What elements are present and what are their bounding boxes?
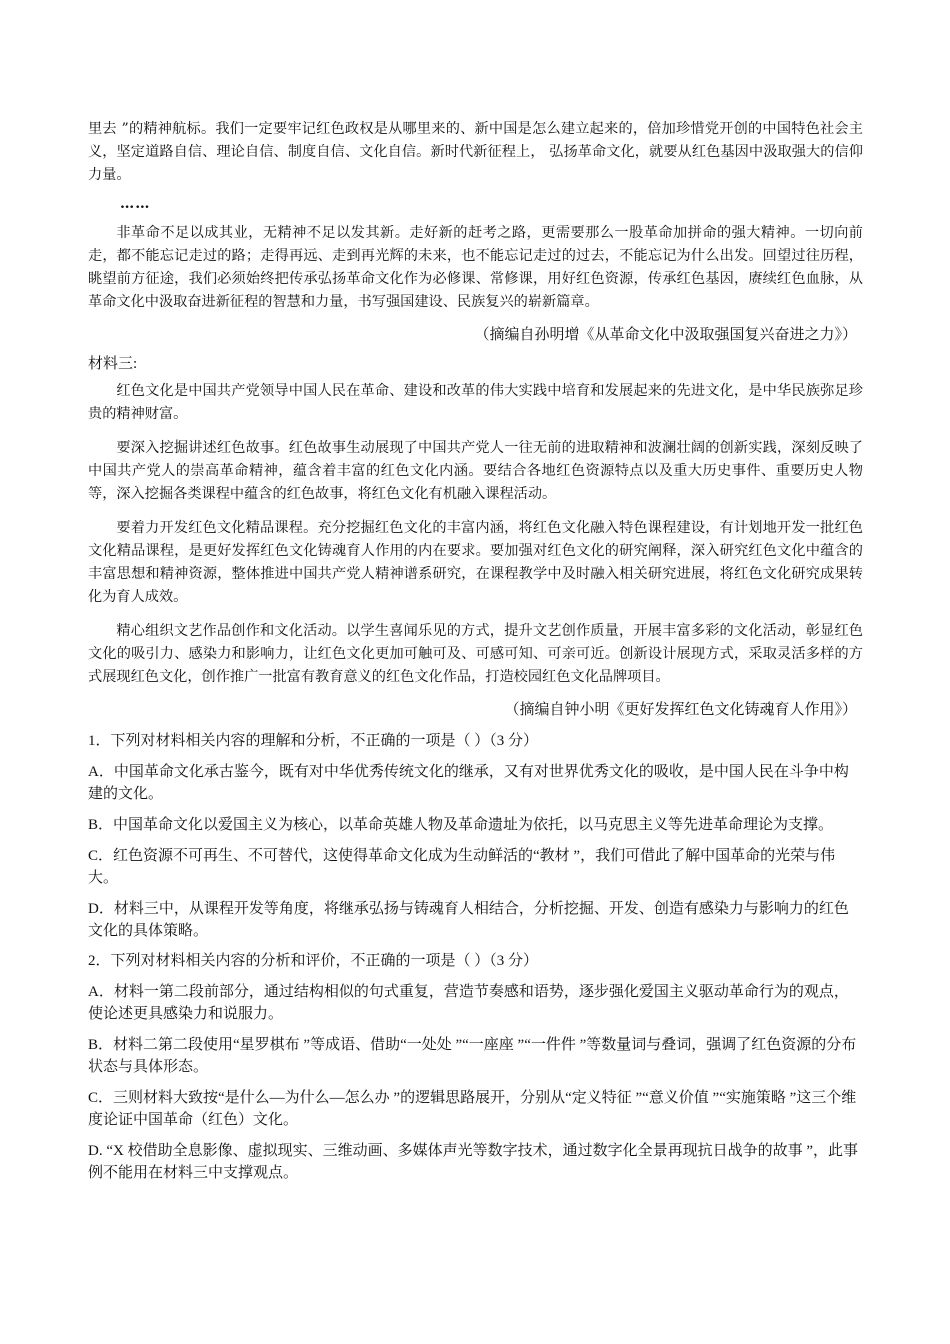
- passage-closing-paragraph: 非革命不足以成其业，无精神不足以发其新。走好新的赶考之路，更需要那么一股革命加拼命的强大精神。一切向前走，都不能忘记走过的路；走得再远、走到再光辉的未来，也不能忘记走过的过去，不能忘记为什么出发。回望过往历程， 眺望前方征途，我们必须始终把传承弘扬革命文化作为必修课、常修课，用好红色资源，传承红色基因，赓续红色血脉，从革命文化中汲取奋进新征程的智慧和力量，书写强国建设、民族复兴的崭新篇章。: [88, 225, 863, 310]
- question-2-option-b[interactable]: B．材料二第二段使用“星罗棋布 ”等成语、借助“一处处 ”“一座座 ”“一件件 ”等数量词与叠词，强调了红色资源的分布状态与具体形态。: [88, 1037, 857, 1075]
- material3-source: （摘编自钟小明《更好发挥红色文化铸魂育人作用》）: [504, 702, 857, 718]
- exam-page: [88, 118, 863, 1184]
- question-1-stem: 1．下列对材料相关内容的理解和分析，不正确的一项是（ ）（3 分）: [88, 733, 539, 749]
- passage-ellipsis: ……: [120, 196, 151, 212]
- question-1-option-b[interactable]: B．中国革命文化以爱国主义为核心，以革命英雄人物及革命遗址为依托，以马克思主义等先进革命理论为支撑。: [88, 817, 834, 833]
- question-2: [88, 950, 863, 1184]
- passage-continuation: 里去 ”的精神航标。我们一定要牢记红色政权是从哪里来的、新中国是怎么建立起来的，倍加珍惜党开创的中国特色社会主义，坚定道路自信、理论自信、制度自信、文化自信。新时代新征程上， 弘扬革命文化，就要从红色基因中汲取强大的信仰力量。: [88, 121, 863, 183]
- material3-label: 材料三:: [88, 356, 138, 372]
- question-2-option-c[interactable]: C．三则材料大致按“是什么—为什么—怎么办 ”的逻辑思路展开，分别从“定义特征 ”“意义价值 ”“实施策略 ”这三个维度论证中国革命（红色）文化。: [88, 1090, 857, 1128]
- question-2-option-d[interactable]: D. “X 校借助全息影像、虚拟现实、三维动画、多媒体声光等数字技术，通过数字化全景再现抗日战争的故事 ”，此事例不能用在材料三中支撑观点。: [88, 1143, 858, 1181]
- question-1-option-d[interactable]: D．材料三中，从课程开发等角度，将继承弘扬与铸魂育人相结合，分析挖掘、开发、创造有感染力与影响力的红色文化的具体策略。: [88, 901, 849, 939]
- question-2-stem: 2．下列对材料相关内容的分析和评价，不正确的一项是（ ）（3 分）: [88, 953, 539, 969]
- material2-source: （摘编自孙明增《从革命文化中汲取强国复兴奋进之力》）: [474, 327, 857, 343]
- material3-paragraph-4: 精心组织文艺作品创作和文化活动。以学生喜闻乐见的方式，提升文艺创作质量，开展丰富多彩的文化活动，彰显红色文化的吸引力、感染力和影响力，让红色文化更加可触可及、可感可知、可亲可近。创新设计展现方式，采取灵活多样的方式展现红色文化，创作推广一批富有教育意义的红色文化作品，打造校园红色文化品牌项目。: [88, 623, 863, 685]
- material3-paragraph-1: 红色文化是中国共产党领导中国人民在革命、建设和改革的伟大实践中培育和发展起来的先进文化，是中华民族弥足珍贵的精神财富。: [88, 383, 863, 422]
- question-1-option-c[interactable]: C．红色资源不可再生、不可替代，这使得革命文化成为生动鲜活的“教材 ”，我们可借此了解中国革命的光荣与伟大。: [88, 848, 836, 886]
- material3-paragraph-2: 要深入挖掘讲述红色故事。红色故事生动展现了中国共产党人一往无前的进取精神和波澜壮阔的创新实践，深刻反映了中国共产党人的崇高革命精神，蕴含着丰富的红色文化内涵。要结合各地红色资源特点以及重大历史事件、重要历史人物等，深入挖掘各类课程中蕴含的红色故事，将红色文化有机融入课程活动。: [88, 440, 863, 502]
- question-1: [88, 730, 863, 942]
- question-1-option-a[interactable]: A．中国革命文化承古鉴今，既有对中华优秀传统文化的继承，又有对世界优秀文化的吸收，是中国人民在斗争中构建的文化。: [88, 764, 849, 802]
- question-2-option-a[interactable]: A．材料一第二段前部分，通过结构相似的句式重复，营造节奏感和语势，逐步强化爱国主义驱动革命行为的观点，使论述更具感染力和说服力。: [88, 984, 849, 1022]
- material3-paragraph-3: 要着力开发红色文化精品课程。充分挖掘红色文化的丰富内涵，将红色文化融入特色课程建设，有计划地开发一批红色文化精品课程，是更好发挥红色文化铸魂育人作用的内在要求。要加强对红色文化的研究阐释，深入研究红色文化中蕴含的丰富思想和精神资源，整体推进中国共产党人精神谱系研究，在课程教学中及时融入相关研究进展，将红色文化研究成果转化为育人成效。: [88, 520, 863, 605]
